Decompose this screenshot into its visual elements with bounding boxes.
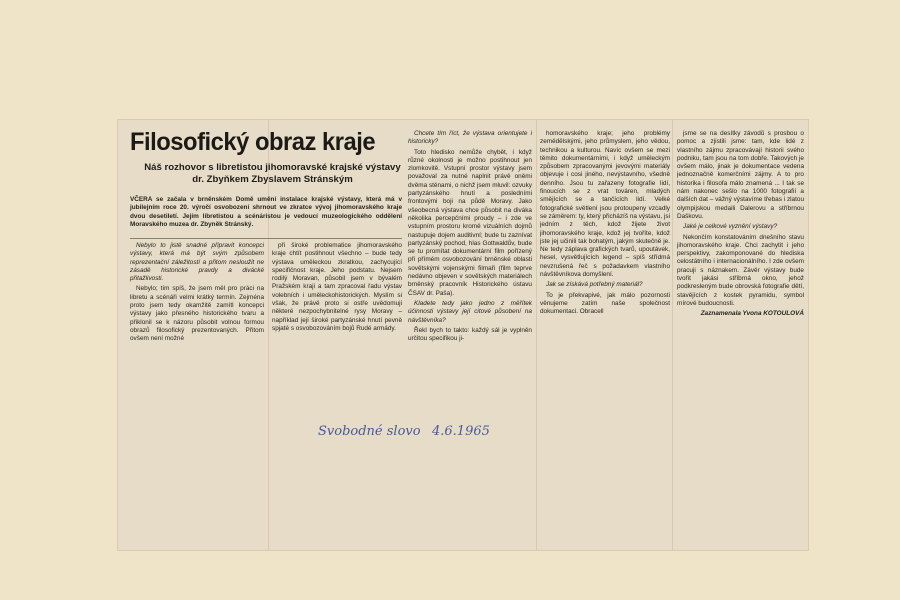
paragraph: Kladete tedy jako jedno z měřítek účinnosti výstavy její citové působení na návštěvníka? bbox=[408, 299, 532, 324]
paragraph: Řekl bych to takto: každý sál je vyplněn určitou specifikou ji- bbox=[408, 326, 532, 343]
paragraph: Jak se získává potřebný materiál? bbox=[546, 281, 643, 289]
article-column-1 bbox=[130, 242, 264, 388]
article-column-2 bbox=[272, 242, 402, 382]
handwritten-newspaper-name: Svobodné slovo bbox=[318, 424, 421, 439]
handwritten-date: 4.6.1965 bbox=[432, 424, 490, 439]
paragraph: Nebylo to jistě snadné připravit koncepci výstavy, která má být svým způsobem reprezentační záležitostí a přitom nesloužit ne zásadě historické pravdy a divácké přitažlivosti. bbox=[130, 242, 264, 283]
author-signature: Zaznamenala Yvona KOTOULOVÁ bbox=[700, 310, 804, 318]
article-column-3 bbox=[408, 130, 532, 430]
article-headline: Filosofický obraz kraje bbox=[130, 128, 376, 156]
paragraph: homoravského kraje; jeho problémy zemědělskými, jeho průmyslem, jeho vědou, technikou a kulturou. Navíc ovšem se mezi těmito dokumentárními, i když uměleckým způsobem zpracovanými jevovými materiály objevuje i cosi jiného, nevýstavního, všedně denního. Jsou tu zařazeny fotografie lidí, finoucích se z vrat továren, mladých smějících se a tančících lidí. Velké fotografické světlení jsou protoupeny vzcadly se záměrem: ty, který přicházíš na výstavu, jsi jedním z těch, kdož žijete život jihomoravského kraje, kdož jej tvoříte, kdož jste jej učinili tak bohatým, jakým skutečně je. Ne tedy záplava grafických tvarů, upoutávek, hesel, vysvětlujících legend – spíš střídmá nevzrušená řeč s požadavkem vlastního návštěvníkova domyšlení. bbox=[540, 130, 670, 279]
paragraph: Nebylo; tím spíš, že jsem měl pro práci na libretu a scénáři velmi krátký termín. Zejména proto jsem tedy okamžitě zamítl koncepci výstavy jako přesného historického tvaru a přiklonil se k názoru působit volnou formou obrazů filosofický prezentovaných. Přitom ovšem není možné bbox=[130, 285, 264, 343]
paragraph: Toto hledisko nemůže chybět, i když různé okolnosti je možno postihnout jen zlomkovitě. Vstupní prostor výstavy jsem považoval za nutné naplnit právě oněmi dvěma stěnami, o nichž jsem mluvil: ozvuky partyzánského hnutí a posledními frontovými boji na půdě Moravy. Jako všeobecná výstava chce působit na diváka několika percepčními proudy – i zde ve vstupním prostoru kromě vizuálních dojmů nastupuje dojem auditivní; bude tu zaznívat partyzánský pochod, hlas Gottwaldův, bude se tu promítat dokumentární film pořízený při přímém osvobozování brněnské oblasti sovětskými vojenskými filmaři (film teprve nedávno objeven v sovětských materiálech brněnský pracovník Historického ústavu ČSAV dr. Paša). bbox=[408, 148, 532, 297]
article-subheadline: Náš rozhovor s libretistou jihomoravské krajské výstavy dr. Zbyňkem Zbyslavem Stránským bbox=[144, 162, 401, 185]
article-column-5 bbox=[677, 130, 804, 382]
paragraph: To je překvapivé, jak málo pozornosti věnujeme zatím naše společnost dokumentaci. Obracell bbox=[540, 291, 670, 316]
paragraph: při široké problematice jihomoravského kraje chtít postihnout všechno – bude tedy výstava uměleckou zkratkou, zachycující specifičnost kraje. Jeho podstatu. Nejsem rodilý Moravan, působil jsem v bývalém Pražském kraji a tam zpracoval řadu výstav volebních i uměleckohistorických. Myslím si však, že právě proto si ostře uvědomuji některé nezpochybnitelné rysy Moravy – například její široké partyzánské hnutí pevně spjaté s osvobozováním bojů Rudé armády. bbox=[272, 242, 402, 332]
paragraph: jsme se na desítky závodů s prosbou o pomoc a zjistili jsme: tam, kde lidé z vlastního zájmu zpracovávají historii svého podniku, tam jsou na tom dobře. Takových je ovšem málo, jinak je dokumentace vedena jednoznačně komerčními zájmy. A to pro historika i filosofa málo znamená ... I tak se nám nakonec sešlo na 1000 fotografií a dalších dat – vážný výstavíme třebas i zlatou olympijskou medaili Dalerovu a stříbrnou Daškovu. bbox=[677, 130, 804, 220]
paragraph: Jaké je celkové vyznění výstavy? bbox=[683, 223, 778, 231]
paragraph: Nekončím konstatováním dnešního stavu jihomoravského kraje. Chci zachytit i jeho perspektivy, zakomponované do hlediska celostátního i internacionálního. I zde ovšem pracuji s náznakem. Závěr výstavy bude tvořit jakási stříbrná okno, jehož podkresleným bude obrovská fotografie dětí, stavějících z kostek pyramidu, symbol mírové budoucnosti. bbox=[677, 233, 804, 307]
article-lead: VČERA se začala v brněnském Domě umění instalace krajské výstavy, která má v jubilejním roce 20. výročí osvobození shrnout ve zkratce vývoj jihomoravského kraje dvou desetiletí. Jejím libretistou a scénáristou je vedoucí muzeologického oddělení Moravského muzea dr. Zbyněk Stránský. bbox=[130, 196, 402, 228]
lead-divider bbox=[130, 238, 402, 239]
column-seam bbox=[536, 120, 537, 550]
column-seam bbox=[672, 120, 673, 550]
paragraph: Chcete tím říct, že výstava orientujete i historicky? bbox=[408, 130, 532, 146]
article-column-4 bbox=[540, 130, 670, 390]
